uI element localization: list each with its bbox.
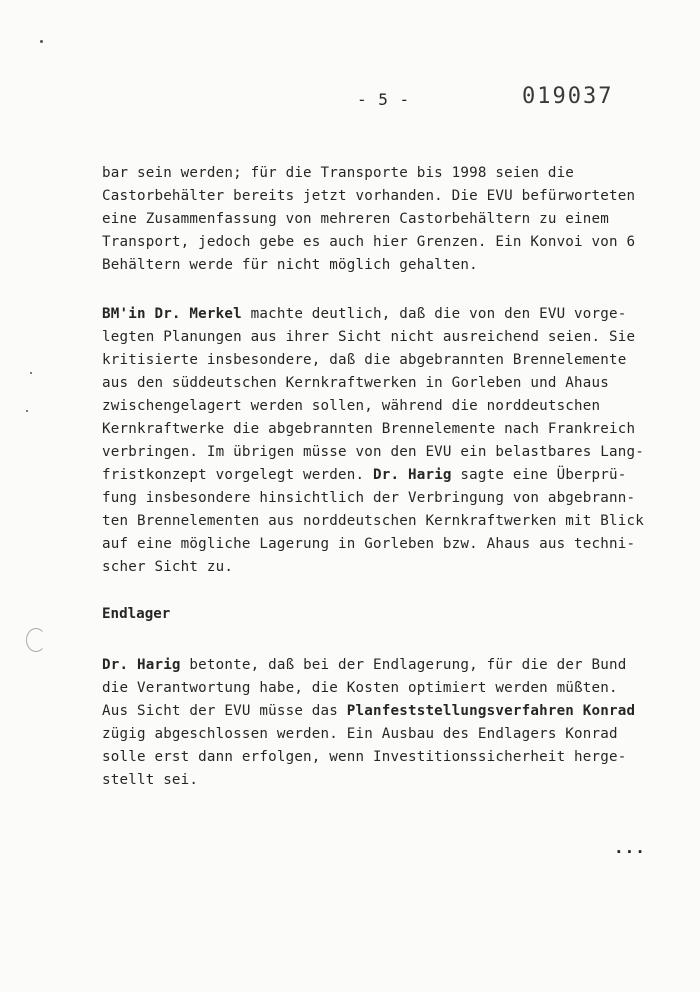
text-line: zwischengelagert werden sollen, während die norddeutschen bbox=[102, 398, 601, 414]
page-number: - 5 - bbox=[357, 90, 411, 109]
paragraph-endlager bbox=[102, 654, 650, 792]
text-line: Kernkraftwerke die abgebrannten Brennelemente nach Frankreich bbox=[102, 421, 636, 437]
scan-speck bbox=[26, 410, 28, 412]
text-line: Dr. Harig betonte, daß bei der Endlagerung, für die der Bund bbox=[102, 657, 627, 673]
scan-speck bbox=[30, 372, 32, 374]
text-line: die Verantwortung habe, die Kosten optimiert werden müßten. bbox=[102, 680, 618, 696]
continuation-marker: ... bbox=[614, 838, 646, 857]
text-line: zügig abgeschlossen werden. Ein Ausbau des Endlagers Konrad bbox=[102, 726, 618, 742]
text-line: aus den süddeutschen Kernkraftwerken in Gorleben und Ahaus bbox=[102, 375, 610, 391]
text-line: verbringen. Im übrigen müsse von den EVU ein belastbares Lang- bbox=[102, 444, 644, 460]
document-number: 019037 bbox=[522, 84, 614, 109]
text-line: eine Zusammenfassung von mehreren Castorbehältern zu einem bbox=[102, 211, 610, 227]
text-line: ten Brennelementen aus norddeutschen Kernkraftwerken mit Blick bbox=[102, 513, 644, 529]
text-line: Transport, jedoch gebe es auch hier Grenzen. Ein Konvoi von 6 bbox=[102, 234, 636, 250]
text-line: fung insbesondere hinsichtlich der Verbringung von abgebrann- bbox=[102, 490, 636, 506]
text-line: scher Sicht zu. bbox=[102, 559, 234, 575]
text-line: fristkonzept vorgelegt werden. Dr. Harig sagte eine Überprü- bbox=[102, 467, 627, 483]
text-line: solle erst dann erfolgen, wenn Investitionssicherheit herge- bbox=[102, 749, 627, 765]
text-line: auf eine mögliche Lagerung in Gorleben bzw. Ahaus aus techni- bbox=[102, 536, 636, 552]
text-line: Aus Sicht der EVU müsse das Planfeststellungsverfahren Konrad bbox=[102, 703, 636, 719]
speaker-name: Dr. Harig bbox=[102, 657, 181, 673]
text-line: legten Planungen aus ihrer Sicht nicht ausreichend seien. Sie bbox=[102, 329, 636, 345]
text-line: stellt sei. bbox=[102, 772, 199, 788]
speaker-name: Dr. Harig bbox=[373, 467, 452, 483]
section-heading: Endlager bbox=[102, 606, 171, 622]
speaker-name: BM'in Dr. Merkel bbox=[102, 306, 242, 322]
text-line: Behältern werde für nicht möglich gehalten. bbox=[102, 257, 478, 273]
text-line: bar sein werden; für die Transporte bis 1998 seien die bbox=[102, 165, 575, 181]
paragraph-transports bbox=[102, 162, 650, 277]
punch-hole-mark bbox=[26, 628, 46, 652]
scan-speck bbox=[40, 40, 43, 43]
text-line: BM'in Dr. Merkel machte deutlich, daß die von den EVU vorge- bbox=[102, 306, 627, 322]
paragraph-merkel bbox=[102, 303, 650, 579]
text-line: kritisierte insbesondere, daß die abgebrannten Brennelemente bbox=[102, 352, 627, 368]
text-line: Castorbehälter bereits jetzt vorhanden. Die EVU befürworteten bbox=[102, 188, 636, 204]
emphasis: Planfeststellungsverfahren Konrad bbox=[346, 703, 636, 719]
